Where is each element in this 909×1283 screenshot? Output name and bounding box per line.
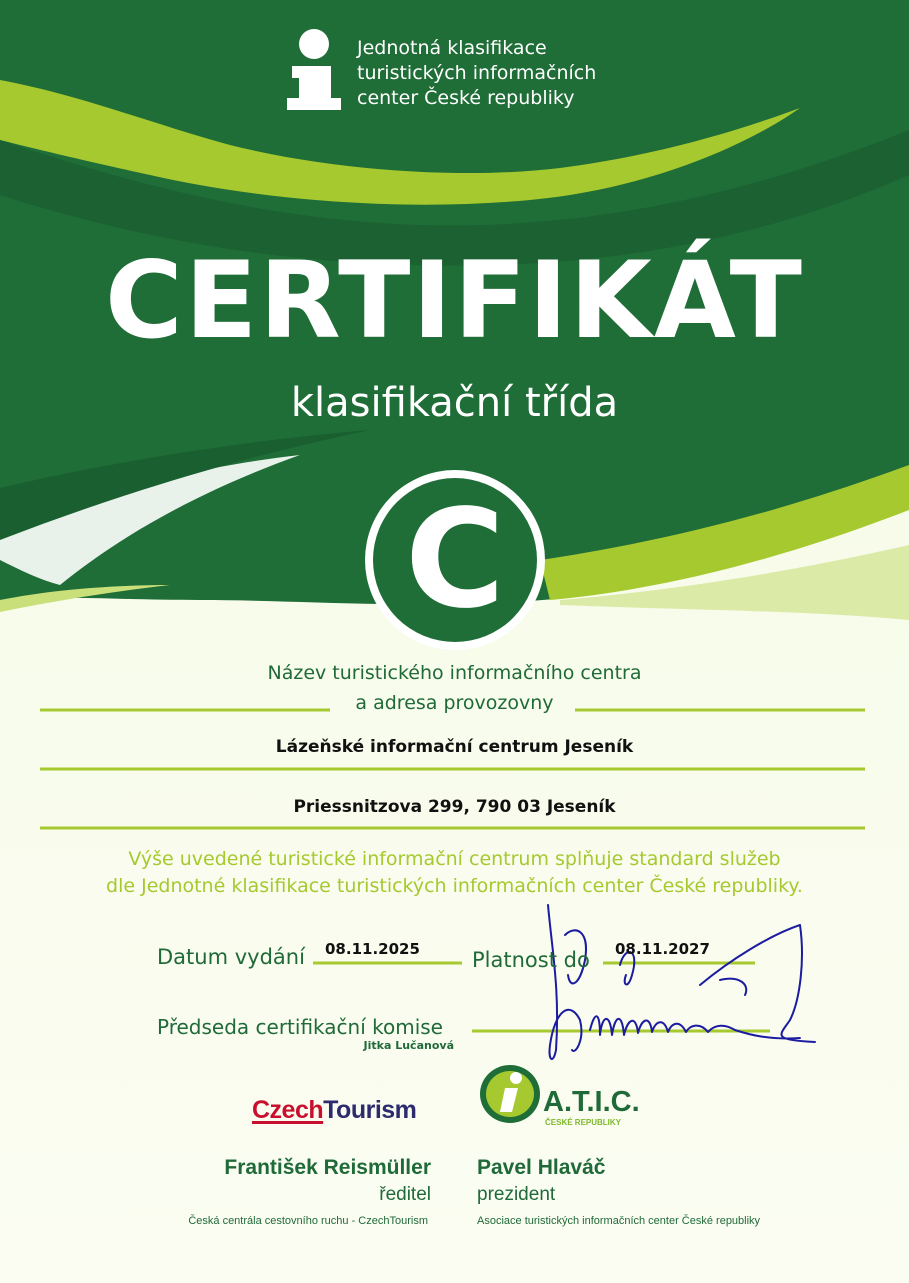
czechtourism-logo: [252, 1096, 416, 1125]
center-address-label: a adresa provozovny: [355, 692, 554, 714]
center-name-value: Lázeňské informační centrum Jeseník: [275, 737, 634, 757]
left-signatory-name: František Reismüller: [224, 1156, 431, 1179]
organization-name: [357, 36, 596, 111]
atic-logo-text: A.T.I.C.: [543, 1086, 640, 1118]
compliance-statement: [0, 846, 909, 900]
right-signatory-name: Pavel Hlaváč: [477, 1156, 606, 1179]
logo-tourism-text: Tourism: [323, 1096, 417, 1124]
org-line-1: Jednotná klasifikace: [357, 37, 547, 59]
logo-czech-text: Czech: [252, 1096, 324, 1124]
right-signatory-role: prezident: [477, 1184, 556, 1205]
statement-line-1: Výše uvedené turistické informační centrum splňuje standard služeb: [128, 848, 781, 870]
certificate-subtitle: klasifikační třída: [290, 380, 619, 426]
org-line-3: center České republiky: [357, 87, 575, 109]
statement-line-2: dle Jednotné klasifikace turistických informačních center České republiky.: [106, 875, 803, 897]
center-name-label: Název turistického informačního centra: [267, 662, 642, 684]
left-signatory-org: Česká centrála cestovního ruchu - CzechTourism: [188, 1215, 428, 1227]
org-line-2: turistických informačních: [357, 62, 597, 84]
center-address-value: Priessnitzova 299, 790 03 Jeseník: [293, 797, 616, 817]
left-signatory-role: ředitel: [379, 1184, 431, 1205]
validity-date-value: 08.11.2027: [615, 940, 710, 958]
committee-chair-name: Jitka Lučanová: [363, 1039, 454, 1052]
class-letter-badge: C: [405, 481, 505, 639]
atic-logo-subtext: ČESKÉ REPUBLIKY: [545, 1118, 622, 1127]
validity-label: Platnost do: [472, 948, 590, 972]
right-signatory-org: Asociace turistických informačních center České republiky: [477, 1215, 761, 1227]
certificate-title: CERTIFIKÁT: [105, 239, 804, 362]
issue-date-value: 08.11.2025: [325, 940, 420, 958]
atic-logo-icon: [480, 1065, 540, 1123]
issue-date-label: Datum vydání: [157, 945, 305, 969]
committee-chair-label: Předseda certifikační komise: [157, 1015, 443, 1039]
